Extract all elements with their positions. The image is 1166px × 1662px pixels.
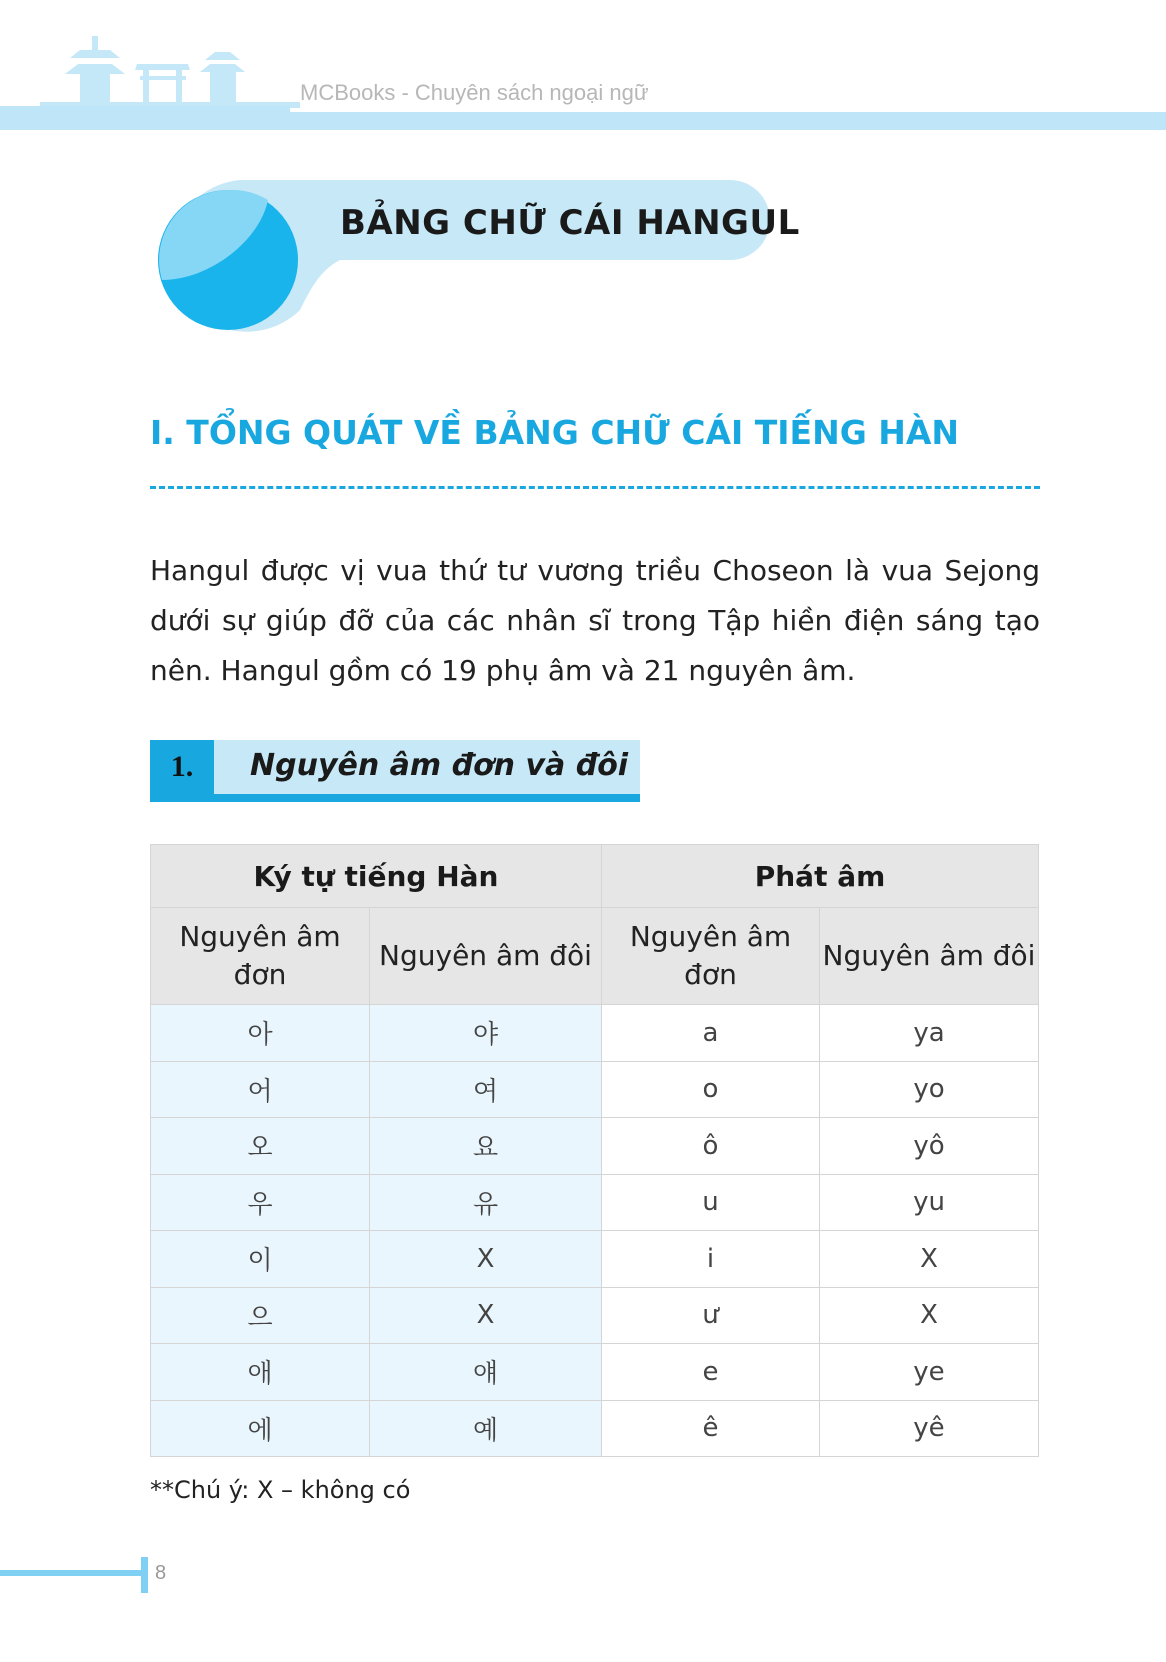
korean-char-cell: X: [370, 1231, 602, 1288]
subsection-title: Nguyên âm đơn và đôi: [250, 748, 629, 783]
col-header: Nguyên âm đôi: [370, 908, 602, 1005]
korean-char-cell: 오: [151, 1118, 370, 1175]
subsection-header: [150, 740, 640, 802]
korean-char-cell: 우: [151, 1174, 370, 1231]
col-header: Nguyên âm đơn: [602, 908, 820, 1005]
table-row: [151, 1344, 1039, 1401]
korean-char-cell: 어: [151, 1061, 370, 1118]
korean-char-cell: 아: [151, 1005, 370, 1062]
korean-char-cell: 애: [151, 1344, 370, 1401]
pronunciation-cell: o: [602, 1061, 820, 1118]
section-divider: [150, 486, 1040, 489]
pronunciation-cell: u: [602, 1174, 820, 1231]
table-row: [151, 1231, 1039, 1288]
pronunciation-cell: ya: [820, 1005, 1039, 1062]
table-row: [151, 1400, 1039, 1457]
page-title: BẢNG CHỮ CÁI HANGUL: [340, 203, 800, 243]
pronunciation-cell: ô: [602, 1118, 820, 1175]
korean-char-cell: 으: [151, 1287, 370, 1344]
col-header: Nguyên âm đôi: [820, 908, 1039, 1005]
intro-paragraph: Hangul được vị vua thứ tư vương triều Choseon là vua Sejong dưới sự giúp đỡ của các nhân sĩ trong Tập hiền điện sáng tạo nên. Hangul gồm có 19 phụ âm và 21 nguyên âm.: [150, 554, 1040, 687]
subsection-number: 1.: [150, 740, 214, 794]
header-brand: MCBooks - Chuyên sách ngoại ngữ: [300, 80, 649, 105]
header-temple-illustration: [40, 30, 300, 114]
table-row: [151, 1287, 1039, 1344]
korean-char-cell: 얘: [370, 1344, 602, 1401]
korean-char-cell: 야: [370, 1005, 602, 1062]
korean-char-cell: 예: [370, 1400, 602, 1457]
vowel-table: [150, 844, 1039, 1457]
footer-line: [0, 1570, 145, 1576]
pronunciation-cell: i: [602, 1231, 820, 1288]
pronunciation-cell: yo: [820, 1061, 1039, 1118]
pronunciation-cell: ê: [602, 1400, 820, 1457]
group-header-pronunciation: Phát âm: [602, 845, 1039, 908]
pronunciation-cell: ye: [820, 1344, 1039, 1401]
korean-char-cell: 유: [370, 1174, 602, 1231]
section-title: I. TỔNG QUÁT VỀ BẢNG CHỮ CÁI TIẾNG HÀN: [150, 413, 960, 452]
pronunciation-cell: e: [602, 1344, 820, 1401]
korean-char-cell: 여: [370, 1061, 602, 1118]
table-row: [151, 1005, 1039, 1062]
table-row: [151, 1118, 1039, 1175]
group-header-korean: Ký tự tiếng Hàn: [151, 845, 602, 908]
page-number: 8: [155, 1562, 167, 1584]
header-bar: [0, 112, 1166, 130]
korean-char-cell: 요: [370, 1118, 602, 1175]
pronunciation-cell: yu: [820, 1174, 1039, 1231]
korean-char-cell: X: [370, 1287, 602, 1344]
pronunciation-cell: X: [820, 1231, 1039, 1288]
pronunciation-cell: a: [602, 1005, 820, 1062]
pronunciation-cell: ư: [602, 1287, 820, 1344]
korean-char-cell: 에: [151, 1400, 370, 1457]
col-header: Nguyên âm đơn: [151, 908, 370, 1005]
korean-char-cell: 이: [151, 1231, 370, 1288]
footer-tick: [141, 1557, 148, 1593]
pronunciation-cell: yê: [820, 1400, 1039, 1457]
pronunciation-cell: yô: [820, 1118, 1039, 1175]
pronunciation-cell: X: [820, 1287, 1039, 1344]
footnote: **Chú ý: X – không có: [150, 1476, 411, 1504]
table-row: [151, 1061, 1039, 1118]
table-row: [151, 1174, 1039, 1231]
